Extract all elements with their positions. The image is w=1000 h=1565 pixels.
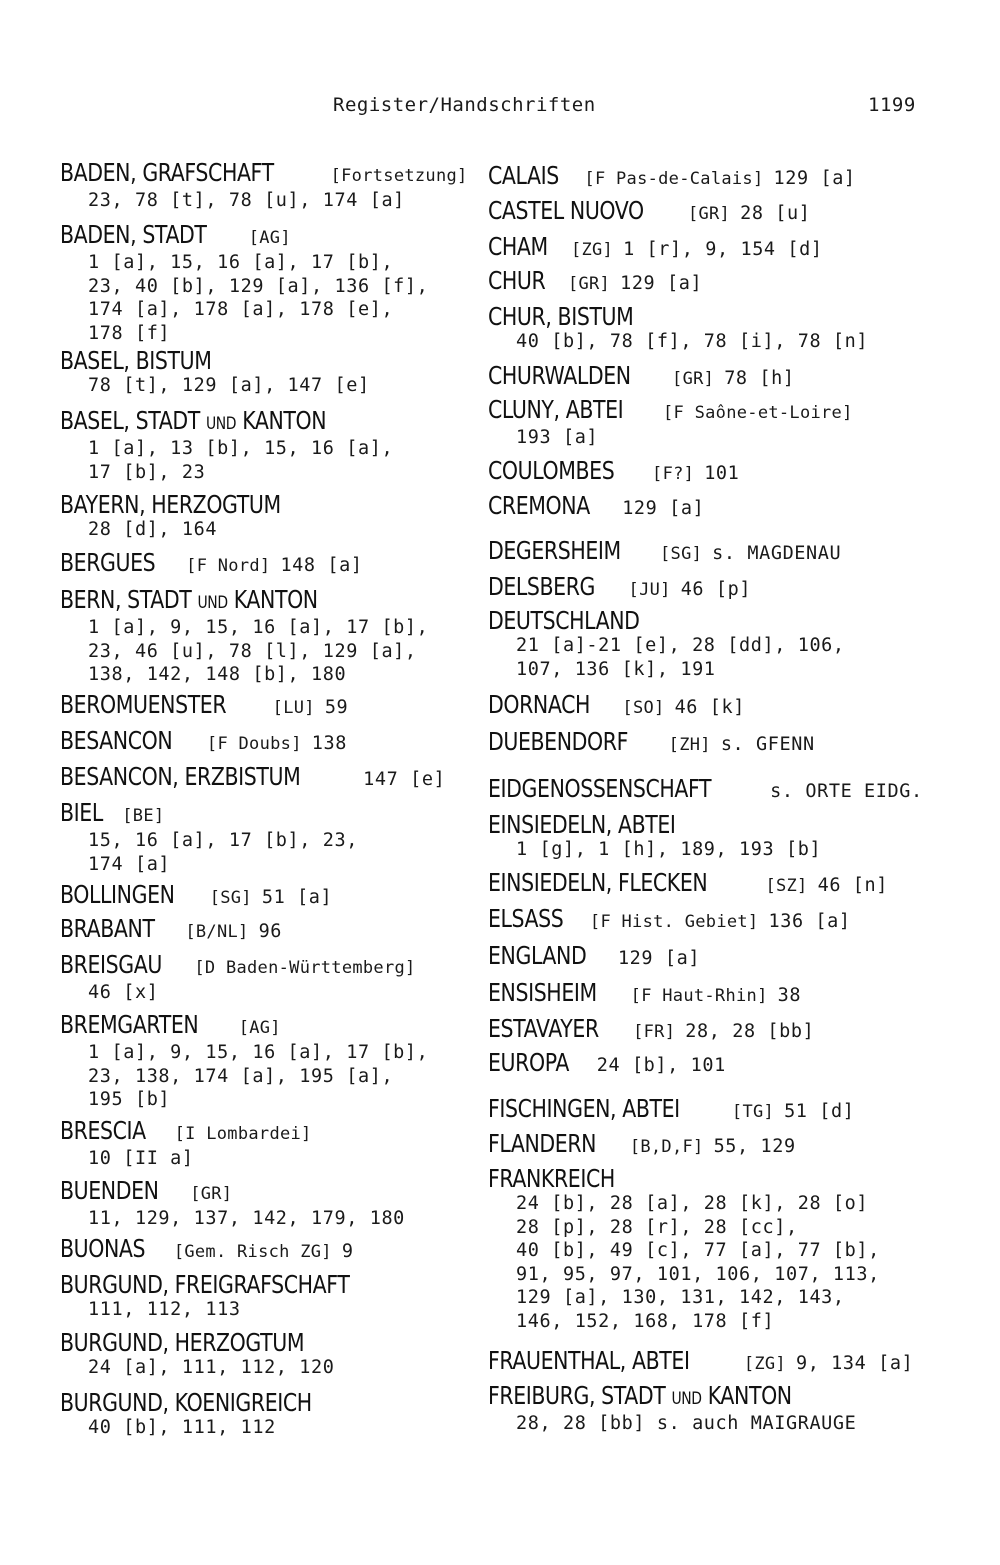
- entry-reference-line: 195 [b]: [88, 1089, 171, 1110]
- entry-headline: [488, 304, 868, 330]
- entry-headline: [60, 1272, 413, 1298]
- headword-text-cont: KANTON: [242, 406, 327, 435]
- headword-text: BADEN, STADT: [60, 220, 207, 249]
- entry-references: 78 [h]: [724, 368, 795, 389]
- entry-location-note: [GR]: [190, 1184, 233, 1204]
- headword-text: EUROPA: [488, 1048, 569, 1077]
- entry-headline: [488, 574, 751, 603]
- entry-headline: [60, 1236, 354, 1265]
- headword-text: BURGUND, HERZOGTUM: [60, 1328, 305, 1357]
- entry-references: s. ORTE EIDG.: [770, 781, 923, 802]
- index-entry: [488, 870, 888, 899]
- entry-references: 138: [311, 733, 347, 754]
- index-entry: [488, 692, 745, 721]
- headword-text: BASEL, BISTUM: [60, 346, 212, 375]
- headword-text: BERN, STADT: [60, 585, 192, 614]
- entry-headline: [488, 692, 745, 721]
- entry-headword: [60, 1272, 349, 1298]
- index-entry: [488, 980, 801, 1009]
- entry-headword: [488, 458, 614, 484]
- entry-headword: [488, 980, 597, 1006]
- entry-reference-line: 129 [a], 130, 131, 142, 143,: [516, 1287, 845, 1308]
- entry-reference-line: 138, 142, 148 [b], 180: [88, 664, 347, 685]
- entry-location-note: [F Doubs]: [206, 734, 302, 754]
- entry-references: 136 [a]: [768, 911, 851, 932]
- headword-text: ENSISHEIM: [488, 978, 597, 1007]
- headword-text: BURGUND, KOENIGREICH: [60, 1388, 312, 1417]
- entry-headword: [60, 952, 162, 978]
- index-entry: [488, 812, 821, 862]
- entry-headline: [488, 1348, 913, 1377]
- entry-location-note: [B/NL]: [185, 922, 249, 942]
- entry-headword: [488, 198, 644, 224]
- entry-reference-line: 174 [a]: [88, 853, 171, 875]
- headword-text: FREIBURG, STADT: [488, 1381, 666, 1410]
- entry-references: 129 [a]: [622, 498, 705, 519]
- headword-text: BADEN, GRAFSCHAFT: [60, 158, 274, 187]
- entry-location-note: [F Pas-de-Calais]: [584, 169, 764, 189]
- entry-location-note: [ZG]: [743, 1354, 786, 1374]
- entry-location-note: [AG]: [238, 1018, 281, 1038]
- index-entry: [60, 692, 348, 721]
- entry-headword: [60, 692, 226, 718]
- entry-references: 46 [n]: [817, 875, 889, 896]
- entry-headword: [488, 574, 595, 600]
- entry-headword: [60, 728, 172, 754]
- entry-headline: [488, 812, 821, 838]
- entry-headword: [60, 800, 103, 826]
- headword-text: BRABANT: [60, 914, 155, 943]
- index-entry: [488, 268, 702, 297]
- entry-location-note: [F Haut-Rhin]: [630, 986, 768, 1006]
- entry-reference-line: 23, 78 [t], 78 [u], 174 [a]: [88, 190, 405, 211]
- entry-location-note: [AG]: [248, 228, 291, 248]
- entry-headword: [60, 1330, 304, 1356]
- entry-references: 51 [a]: [261, 887, 333, 908]
- entry-references: 9, 134 [a]: [795, 1353, 914, 1374]
- entry-reference-line: 23, 46 [u], 78 [l], 129 [a],: [88, 640, 417, 662]
- entry-headword: [488, 493, 590, 519]
- entry-reference-line: 1 [a], 15, 16 [a], 17 [b],: [88, 252, 394, 273]
- entry-headword: [488, 234, 548, 260]
- entry-headline: [488, 198, 811, 227]
- entry-headline: [60, 160, 468, 189]
- entry-headline: [488, 906, 851, 935]
- entry-location-note: [F?]: [652, 464, 695, 484]
- headword-text: FRAUENTHAL, ABTEI: [488, 1346, 690, 1375]
- entry-reference-line: 28 [p], 28 [r], 28 [cc],: [516, 1216, 798, 1238]
- entry-headline: [60, 916, 282, 945]
- entry-headline: [488, 458, 739, 487]
- headword-text: DEUTSCHLAND: [488, 606, 640, 635]
- entry-references: 24 [b], 101: [596, 1055, 726, 1076]
- entry-references: 9: [341, 1241, 354, 1262]
- entry-headword: [60, 1390, 312, 1416]
- entry-headline: [60, 1178, 405, 1207]
- index-entry: [488, 493, 704, 522]
- headword-text: CHAM: [488, 232, 548, 261]
- entry-reference-line: 10 [II a]: [88, 1148, 194, 1169]
- entry-headword: [60, 1178, 159, 1204]
- entry-headline: [488, 1166, 880, 1192]
- entry-references: 129 [a]: [617, 948, 701, 969]
- index-entry: [488, 1050, 726, 1079]
- index-entry: [60, 882, 332, 911]
- entry-headword: [60, 160, 274, 186]
- index-entry: [488, 363, 795, 392]
- entry-headword: [488, 692, 590, 718]
- entry-references: s. MAGDENAU: [712, 543, 842, 564]
- entry-location-note: [GR]: [672, 369, 715, 389]
- entry-headline: [488, 870, 888, 899]
- entry-headline: [488, 538, 841, 567]
- entry-headword: [60, 408, 326, 437]
- entry-location-note: [Fortsetzung]: [330, 166, 468, 186]
- entry-headword: [60, 1236, 145, 1262]
- headword-text: ENGLAND: [488, 941, 587, 970]
- entry-headline: [488, 1016, 814, 1045]
- entry-headline: [60, 1390, 367, 1416]
- entry-location-note: [B,D,F]: [629, 1137, 704, 1157]
- entry-references: 101: [704, 463, 740, 484]
- entry-headline: [60, 587, 428, 616]
- entry-headword: [60, 348, 212, 374]
- entry-location-note: [SG]: [660, 544, 703, 564]
- entry-location-note: [BE]: [122, 806, 165, 826]
- entry-location-note: [GR]: [687, 204, 731, 224]
- headword-text: DEGERSHEIM: [488, 536, 621, 565]
- entry-headline: [60, 692, 348, 721]
- headword-text: CASTEL NUOVO: [488, 196, 644, 225]
- entry-headline: [488, 1050, 726, 1079]
- index-entry: [60, 952, 416, 1005]
- entry-location-note: [LU]: [272, 698, 315, 718]
- headword-text: BERGUES: [60, 548, 156, 577]
- index-entry: [488, 1348, 913, 1377]
- index-entry: [60, 1330, 358, 1380]
- index-entry: [488, 397, 853, 450]
- entry-headline: [488, 234, 823, 263]
- headword-text: BRESCIA: [60, 1116, 146, 1145]
- entry-references: 51 [d]: [784, 1101, 855, 1122]
- entry-location-note: [F Nord]: [186, 556, 271, 576]
- index-entry: [488, 906, 851, 935]
- entry-reference-line: 28 [d], 164: [88, 519, 218, 540]
- entry-location-note: [F Hist. Gebiet]: [589, 912, 759, 932]
- index-entry: [60, 916, 282, 945]
- headword-text: BREMGARTEN: [60, 1010, 199, 1039]
- index-entry: [488, 1383, 858, 1436]
- entry-headline: [60, 728, 347, 757]
- entry-reference-line: 174 [a], 178 [a], 178 [e],: [88, 299, 394, 320]
- entry-headline: [488, 268, 702, 297]
- index-entry: [488, 163, 856, 192]
- index-entry: [60, 587, 428, 687]
- entry-headword: [60, 222, 207, 248]
- entry-references: 147 [e]: [363, 769, 446, 790]
- entry-headline: [60, 800, 358, 829]
- entry-location-note: [Gem. Risch ZG]: [173, 1242, 332, 1262]
- entry-location-note: [ZH]: [668, 735, 711, 755]
- entry-reference-line: 111, 112, 113: [88, 1299, 241, 1320]
- index-entry: [488, 574, 751, 603]
- entry-references: 1 [r], 9, 154 [d]: [623, 239, 823, 260]
- entry-reference-line: 178 [f]: [88, 322, 171, 344]
- index-entry: [60, 1012, 428, 1112]
- headword-text: BUENDEN: [60, 1176, 159, 1205]
- entry-headline: [488, 1131, 796, 1160]
- entry-reference-line: 15, 16 [a], 17 [b], 23,: [88, 830, 358, 851]
- headword-text: BAYERN, HERZOGTUM: [60, 490, 281, 519]
- index-entry: [60, 550, 363, 579]
- headword-text: EIDGENOSSENSCHAFT: [488, 774, 712, 803]
- entry-headline: [60, 764, 445, 793]
- headword-text: FLANDERN: [488, 1129, 597, 1158]
- entry-headword: [488, 1383, 792, 1412]
- running-title: Register/Handschriften: [333, 94, 596, 116]
- entry-headline: [60, 882, 332, 911]
- index-entry: [60, 800, 358, 876]
- entry-headline: [60, 952, 416, 981]
- headword-text: FISCHINGEN, ABTEI: [488, 1094, 680, 1123]
- headword-text: BASEL, STADT: [60, 406, 200, 435]
- index-entry: [60, 1236, 354, 1265]
- entry-reference-line: 28, 28 [bb] s. auch MAIGRAUGE: [516, 1413, 857, 1434]
- entry-headword: [488, 538, 621, 564]
- index-entry: [488, 1131, 796, 1160]
- entry-location-note: [SG]: [209, 888, 252, 908]
- entry-headline: [60, 550, 363, 579]
- entry-headword: [488, 1166, 615, 1192]
- entry-headline: [60, 222, 428, 251]
- index-entry: [60, 160, 468, 213]
- entry-reference-line: 1 [a], 9, 15, 16 [a], 17 [b],: [88, 617, 429, 638]
- headword-text: CALAIS: [488, 161, 559, 190]
- entry-headword: [488, 812, 676, 838]
- running-header: [0, 94, 1000, 124]
- entry-headline: [60, 1330, 358, 1356]
- entry-references: 28, 28 [bb]: [685, 1021, 815, 1042]
- entry-headword: [488, 776, 711, 802]
- entry-references: 96: [258, 921, 283, 942]
- headword-text: CHUR: [488, 266, 546, 295]
- entry-location-note: [FR]: [633, 1022, 676, 1042]
- entry-headword: [488, 729, 628, 755]
- entry-headword: [488, 1096, 680, 1122]
- entry-references: 129 [a]: [620, 273, 703, 294]
- headword-text: COULOMBES: [488, 456, 615, 485]
- entry-reference-line: 1 [g], 1 [h], 189, 193 [b]: [516, 839, 822, 860]
- entry-headline: [60, 1012, 428, 1041]
- headword-conjunction: UND: [671, 1389, 702, 1409]
- entry-headline: [488, 1383, 858, 1412]
- entry-headline: [488, 397, 853, 426]
- headword-text: FRANKREICH: [488, 1164, 615, 1193]
- entry-headword: [488, 1348, 690, 1374]
- entry-headword: [60, 882, 175, 908]
- index-entry: [488, 608, 845, 681]
- entry-references: s. GFENN: [720, 734, 815, 755]
- entry-headline: [488, 980, 801, 1009]
- entry-headword: [60, 916, 155, 942]
- entry-location-note: [I Lombardei]: [174, 1124, 312, 1144]
- headword-text: DELSBERG: [488, 572, 596, 601]
- index-entry: [488, 776, 923, 805]
- headword-text: CLUNY, ABTEI: [488, 395, 624, 424]
- index-entry: [60, 222, 428, 345]
- entry-headword: [488, 1016, 599, 1042]
- entry-headword: [60, 550, 155, 576]
- headword-conjunction: UND: [205, 414, 237, 434]
- headword-text: BOLLINGEN: [60, 880, 175, 909]
- entry-location-note: [JU]: [628, 580, 671, 600]
- entry-location-note: [SZ]: [765, 876, 808, 896]
- index-entry: [488, 1096, 855, 1125]
- entry-reference-line: 24 [a], 111, 112, 120: [88, 1357, 335, 1378]
- headword-text: BESANCON, ERZBISTUM: [60, 762, 301, 791]
- headword-text: BIEL: [60, 798, 103, 827]
- entry-headword: [60, 1012, 198, 1038]
- headword-text: CHURWALDEN: [488, 361, 631, 390]
- entry-headword: [488, 608, 640, 634]
- entry-references: 55, 129: [713, 1136, 796, 1157]
- entry-headline: [488, 729, 815, 758]
- entry-headline: [488, 943, 700, 972]
- index-entry: [60, 492, 329, 542]
- entry-reference-line: 78 [t], 129 [a], 147 [e]: [88, 375, 370, 396]
- entry-headline: [488, 776, 923, 805]
- entry-location-note: [F Saône-et-Loire]: [663, 403, 853, 423]
- index-entry: [60, 764, 445, 793]
- index-entry: [488, 234, 823, 263]
- entry-reference-line: 146, 152, 168, 178 [f]: [516, 1310, 775, 1332]
- headword-text: BREISGAU: [60, 950, 162, 979]
- entry-location-note: [TG]: [731, 1102, 775, 1122]
- entry-reference-line: 40 [b], 78 [f], 78 [i], 78 [n]: [516, 331, 869, 352]
- index-entry: [60, 728, 347, 757]
- entry-reference-line: 1 [a], 9, 15, 16 [a], 17 [b],: [88, 1042, 429, 1063]
- entry-headword: [60, 492, 281, 518]
- entry-references: 148 [a]: [280, 555, 363, 576]
- entry-reference-line: 11, 129, 137, 142, 179, 180: [88, 1208, 405, 1229]
- entry-location-note: [SO]: [622, 698, 665, 718]
- index-entry: [488, 1166, 880, 1333]
- entry-references: 46 [k]: [674, 697, 745, 718]
- entry-headword: [488, 304, 633, 330]
- entry-reference-line: 107, 136 [k], 191: [516, 658, 716, 680]
- entry-headword: [60, 1118, 146, 1144]
- entry-location-note: [D Baden-Württemberg]: [194, 958, 416, 978]
- entry-headline: [488, 1096, 855, 1125]
- entry-reference-line: 40 [b], 49 [c], 77 [a], 77 [b],: [516, 1240, 880, 1261]
- headword-text: BESANCON: [60, 726, 173, 755]
- entry-reference-line: 193 [a]: [516, 427, 599, 448]
- entry-headline: [60, 348, 370, 374]
- headword-text: CREMONA: [488, 491, 590, 520]
- entry-references: 59: [324, 697, 349, 718]
- entry-headword: [60, 587, 318, 616]
- entry-headword: [488, 268, 545, 294]
- index-entry: [60, 348, 370, 398]
- entry-headline: [488, 163, 856, 192]
- entry-references: 46 [p]: [680, 579, 752, 600]
- headword-text: BUONAS: [60, 1234, 146, 1263]
- entry-reference-line: 17 [b], 23: [88, 461, 206, 483]
- headword-conjunction: UND: [197, 593, 228, 613]
- headword-text: CHUR, BISTUM: [488, 302, 634, 331]
- entry-reference-line: 1 [a], 13 [b], 15, 16 [a],: [88, 438, 394, 459]
- headword-text-cont: KANTON: [707, 1381, 792, 1410]
- index-entry: [488, 458, 739, 487]
- entry-headword: [488, 1050, 569, 1076]
- headword-text: BEROMUENSTER: [60, 690, 227, 719]
- entry-headline: [488, 363, 795, 392]
- entry-headword: [488, 1131, 596, 1157]
- headword-text: ELSASS: [488, 904, 564, 933]
- headword-text: EINSIEDELN, FLECKEN: [488, 868, 708, 897]
- entry-reference-line: 40 [b], 111, 112: [88, 1417, 276, 1438]
- index-entry: [488, 1016, 814, 1045]
- page-number: 1199: [868, 94, 916, 116]
- entry-reference-line: 23, 40 [b], 129 [a], 136 [f],: [88, 275, 429, 297]
- entry-headword: [488, 906, 563, 932]
- headword-text: ESTAVAYER: [488, 1014, 599, 1043]
- index-entry: [60, 1118, 312, 1171]
- entry-reference-line: 24 [b], 28 [a], 28 [k], 28 [o]: [516, 1193, 869, 1214]
- entry-headline: [60, 492, 329, 518]
- index-entry: [488, 198, 811, 227]
- index-entry: [60, 1272, 413, 1322]
- entry-reference-line: 46 [x]: [88, 982, 159, 1003]
- entry-location-note: [ZG]: [570, 240, 614, 260]
- entry-headword: [488, 870, 707, 896]
- index-entry: [60, 408, 393, 484]
- entry-headline: [60, 1118, 312, 1147]
- index-entry: [488, 538, 841, 567]
- headword-text: DORNACH: [488, 690, 591, 719]
- entry-references: 38: [777, 985, 802, 1006]
- entry-headword: [488, 943, 586, 969]
- entry-reference-line: 23, 138, 174 [a], 195 [a],: [88, 1065, 394, 1087]
- entry-headword: [488, 163, 559, 189]
- headword-text: BURGUND, FREIGRAFSCHAFT: [60, 1270, 350, 1299]
- headword-text: DUEBENDORF: [488, 727, 628, 756]
- index-entry: [488, 729, 815, 758]
- entry-reference-line: 21 [a]-21 [e], 28 [dd], 106,: [516, 635, 845, 656]
- index-entry: [60, 1390, 367, 1440]
- entry-references: 129 [a]: [773, 168, 856, 189]
- index-entry: [60, 1178, 405, 1231]
- entry-headline: [488, 493, 704, 522]
- entry-reference-line: 91, 95, 97, 101, 106, 107, 113,: [516, 1263, 880, 1285]
- entry-headword: [488, 363, 631, 389]
- headword-text-cont: KANTON: [233, 585, 318, 614]
- index-entry: [488, 943, 700, 972]
- entry-location-note: [GR]: [567, 274, 611, 294]
- entry-headline: [60, 408, 393, 437]
- entry-references: 28 [u]: [740, 203, 811, 224]
- entry-headword: [60, 764, 300, 790]
- entry-headword: [488, 397, 623, 423]
- headword-text: EINSIEDELN, ABTEI: [488, 810, 676, 839]
- entry-headline: [488, 608, 845, 634]
- index-entry: [488, 304, 868, 354]
